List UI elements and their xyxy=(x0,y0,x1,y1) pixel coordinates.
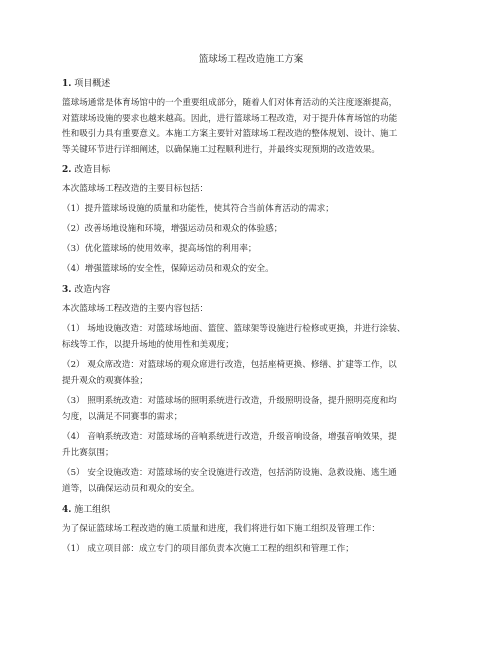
list-item-continuation: 道等，以确保运动员和观众的安全。 xyxy=(62,484,200,494)
list-item-continuation: 提升观众的观赛体验； xyxy=(62,376,148,386)
paragraph-line: 对篮球场设施的要求也越来越高。因此，进行篮球场工程改造，对于提升体育场馆的功能 xyxy=(62,114,398,124)
list-item: （4）增强篮球场的安全性，保障运动员和观众的安全。 xyxy=(62,264,274,274)
paragraph-line: 性和吸引力具有重要意义。本施工方案主要针对篮球场工程改造的整体规划、设计、施工 xyxy=(62,129,398,139)
section-heading-goals xyxy=(62,164,110,177)
list-item: （1）提升篮球场设施的质量和功能性，使其符合当前体育活动的需求； xyxy=(62,204,334,214)
paragraph-line: 为了保证篮球场工程改造的施工质量和进度，我们将进行如下施工组织及管理工作： xyxy=(62,524,380,534)
document-title: 篮球场工程改造施工方案 xyxy=(198,54,304,65)
paragraph-line: 等关键环节进行详细阐述，以确保施工过程顺利进行，并最终实现预期的改造效果。 xyxy=(62,145,380,155)
list-item: （1） 成立项目部：成立专门的项目部负责本次施工工程的组织和管理工作； xyxy=(62,544,354,554)
list-item-continuation: 升比赛氛围； xyxy=(62,448,114,458)
section-title: 项目概述 xyxy=(71,79,111,89)
section-title: 施工组织 xyxy=(71,505,111,515)
section-number: 4. xyxy=(62,505,72,515)
paragraph-line: 篮球场通常是体育场馆中的一个重要组成部分，随着人们对体育活动的关注度逐渐提高， xyxy=(62,98,398,108)
section-number: 1. xyxy=(62,79,72,89)
section-heading-organization xyxy=(62,504,110,517)
list-item: （2） 观众席改造：对篮球场的观众席进行改造，包括座椅更换、修缮、扩建等工作，以 xyxy=(62,360,397,370)
list-item-continuation: 标线等工作，以提升场地的使用性和美观度； xyxy=(62,340,234,350)
list-item-continuation: 匀度，以满足不同赛事的需求； xyxy=(62,412,183,422)
section-title: 改造内容 xyxy=(71,285,111,295)
paragraph-line: 本次篮球场工程改造的主要目标包括： xyxy=(62,184,209,194)
list-item: （3） 照明系统改造：对篮球场的照明系统进行改造，升级照明设备，提升照明亮度和均 xyxy=(62,396,397,406)
list-item: （5） 安全设施改造：对篮球场的安全设施进行改造，包括消防设施、急救设施、逃生通 xyxy=(62,468,397,478)
section-heading-content xyxy=(62,284,110,297)
section-number: 2. xyxy=(62,165,72,175)
list-item: （1） 场地设施改造：对篮球场地面、篮筐、篮球架等设施进行检修或更换，并进行涂装、 xyxy=(62,324,406,334)
section-heading-overview xyxy=(62,78,110,91)
section-title: 改造目标 xyxy=(71,165,111,175)
list-item: （3）优化篮球场的使用效率，提高场馆的利用率； xyxy=(62,244,257,254)
list-item: （2）改善场地设施和环境，增强运动员和观众的体验感； xyxy=(62,224,283,234)
section-number: 3. xyxy=(62,285,72,295)
list-item: （4） 音响系统改造：对篮球场的音响系统进行改造，升级音响设备，增强音响效果，提 xyxy=(62,432,397,442)
paragraph-line: 本次篮球场工程改造的主要内容包括： xyxy=(62,304,209,314)
